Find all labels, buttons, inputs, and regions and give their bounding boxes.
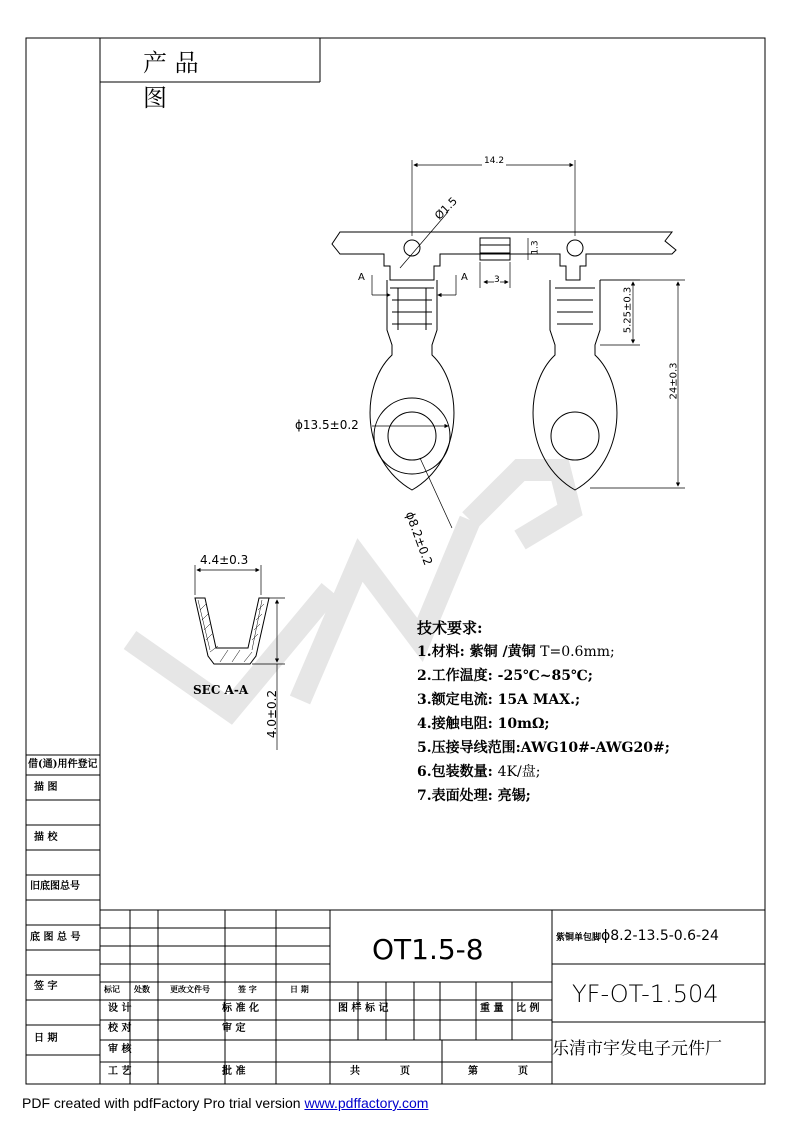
label-page: 页 bbox=[400, 1066, 410, 1077]
requirement-6: 6.包装数量: 4K/盘; bbox=[417, 764, 541, 780]
dim-3: 3 bbox=[494, 275, 500, 285]
part-code: OT1.5-8 bbox=[372, 933, 484, 966]
requirement-3: 3.额定电流: 15A MAX.; bbox=[417, 692, 581, 708]
part-description: 紫铜单包脚ϕ8.2-13.5-0.6-24 bbox=[556, 928, 719, 944]
label-scale: 比 例 bbox=[516, 1003, 540, 1014]
label-proof: 描 校 bbox=[34, 832, 58, 843]
label-sign: 签 字 bbox=[34, 981, 58, 992]
label-borrow: 借(通)用件登记 bbox=[28, 759, 98, 770]
label-audit: 审 定 bbox=[222, 1023, 246, 1034]
drawing-number: YF-OT-1.504 bbox=[572, 980, 719, 1008]
label-process: 工 艺 bbox=[108, 1066, 132, 1077]
dim-4-0: 4.0±0.2 bbox=[265, 689, 280, 739]
rev-mark: 标记 bbox=[104, 984, 120, 994]
title-line2: 图 bbox=[143, 84, 167, 112]
pdffactory-link[interactable]: www.pdffactory.com bbox=[304, 1095, 429, 1111]
dim-hole: Ø1.5 bbox=[432, 194, 460, 223]
dim-13-5: ϕ13.5±0.2 bbox=[295, 418, 359, 432]
sec-a-left: A bbox=[358, 272, 365, 283]
label-total: 共 bbox=[350, 1066, 360, 1077]
label-draw: 描 图 bbox=[34, 782, 58, 793]
dim-1-3: 1.3 bbox=[530, 240, 541, 255]
label-date: 日 期 bbox=[34, 1033, 58, 1044]
dim-8-2: ϕ8.2±0.2 bbox=[402, 509, 436, 568]
rev-qty: 处数 bbox=[134, 984, 150, 994]
rev-date: 日 期 bbox=[290, 984, 309, 994]
sec-a-right: A bbox=[461, 272, 468, 283]
rev-doc: 更改文件号 bbox=[170, 984, 210, 994]
rev-sign: 签 字 bbox=[238, 984, 257, 994]
dim-5-25: 5.25±0.3 bbox=[622, 286, 634, 334]
pdf-footer: PDF created with pdfFactory Pro trial version www.pdffactory.com bbox=[22, 1095, 429, 1111]
label-weight: 重 量 bbox=[480, 1003, 504, 1014]
label-approve: 批 准 bbox=[222, 1066, 246, 1077]
requirements-heading: 技术要求: bbox=[417, 619, 483, 637]
requirement-7: 7.表面处理: 亮锡; bbox=[417, 788, 531, 804]
requirement-2: 2.工作温度: -25℃~85℃; bbox=[417, 668, 593, 684]
requirement-1: 1.材料: 紫铜 /黄铜 T=0.6mm; bbox=[417, 644, 615, 660]
requirement-4: 4.接触电阻: 10mΩ; bbox=[417, 716, 550, 732]
label-standard: 标 准 化 bbox=[222, 1003, 259, 1014]
title-line1: 产 品 bbox=[143, 49, 199, 77]
label-base-no: 底 图 总 号 bbox=[30, 932, 81, 943]
label-review: 审 核 bbox=[108, 1044, 132, 1055]
company-name: 乐清市宇发电子元件厂 bbox=[552, 1039, 722, 1059]
dim-top: 14.2 bbox=[484, 156, 505, 166]
section-label: SEC A-A bbox=[193, 683, 249, 697]
label-design: 设 计 bbox=[108, 1003, 132, 1014]
label-sheet: 第 bbox=[468, 1066, 478, 1077]
label-sample-mark: 图 样 标 记 bbox=[338, 1003, 389, 1014]
dim-24: 24±0.3 bbox=[668, 362, 680, 400]
label-page2: 页 bbox=[518, 1066, 528, 1077]
dim-4-4: 4.4±0.3 bbox=[200, 553, 249, 567]
label-check: 校 对 bbox=[108, 1023, 132, 1034]
requirement-5: 5.压接导线范围:AWG10#-AWG20#; bbox=[417, 740, 670, 756]
label-old-no: 旧底图总号 bbox=[30, 881, 80, 892]
